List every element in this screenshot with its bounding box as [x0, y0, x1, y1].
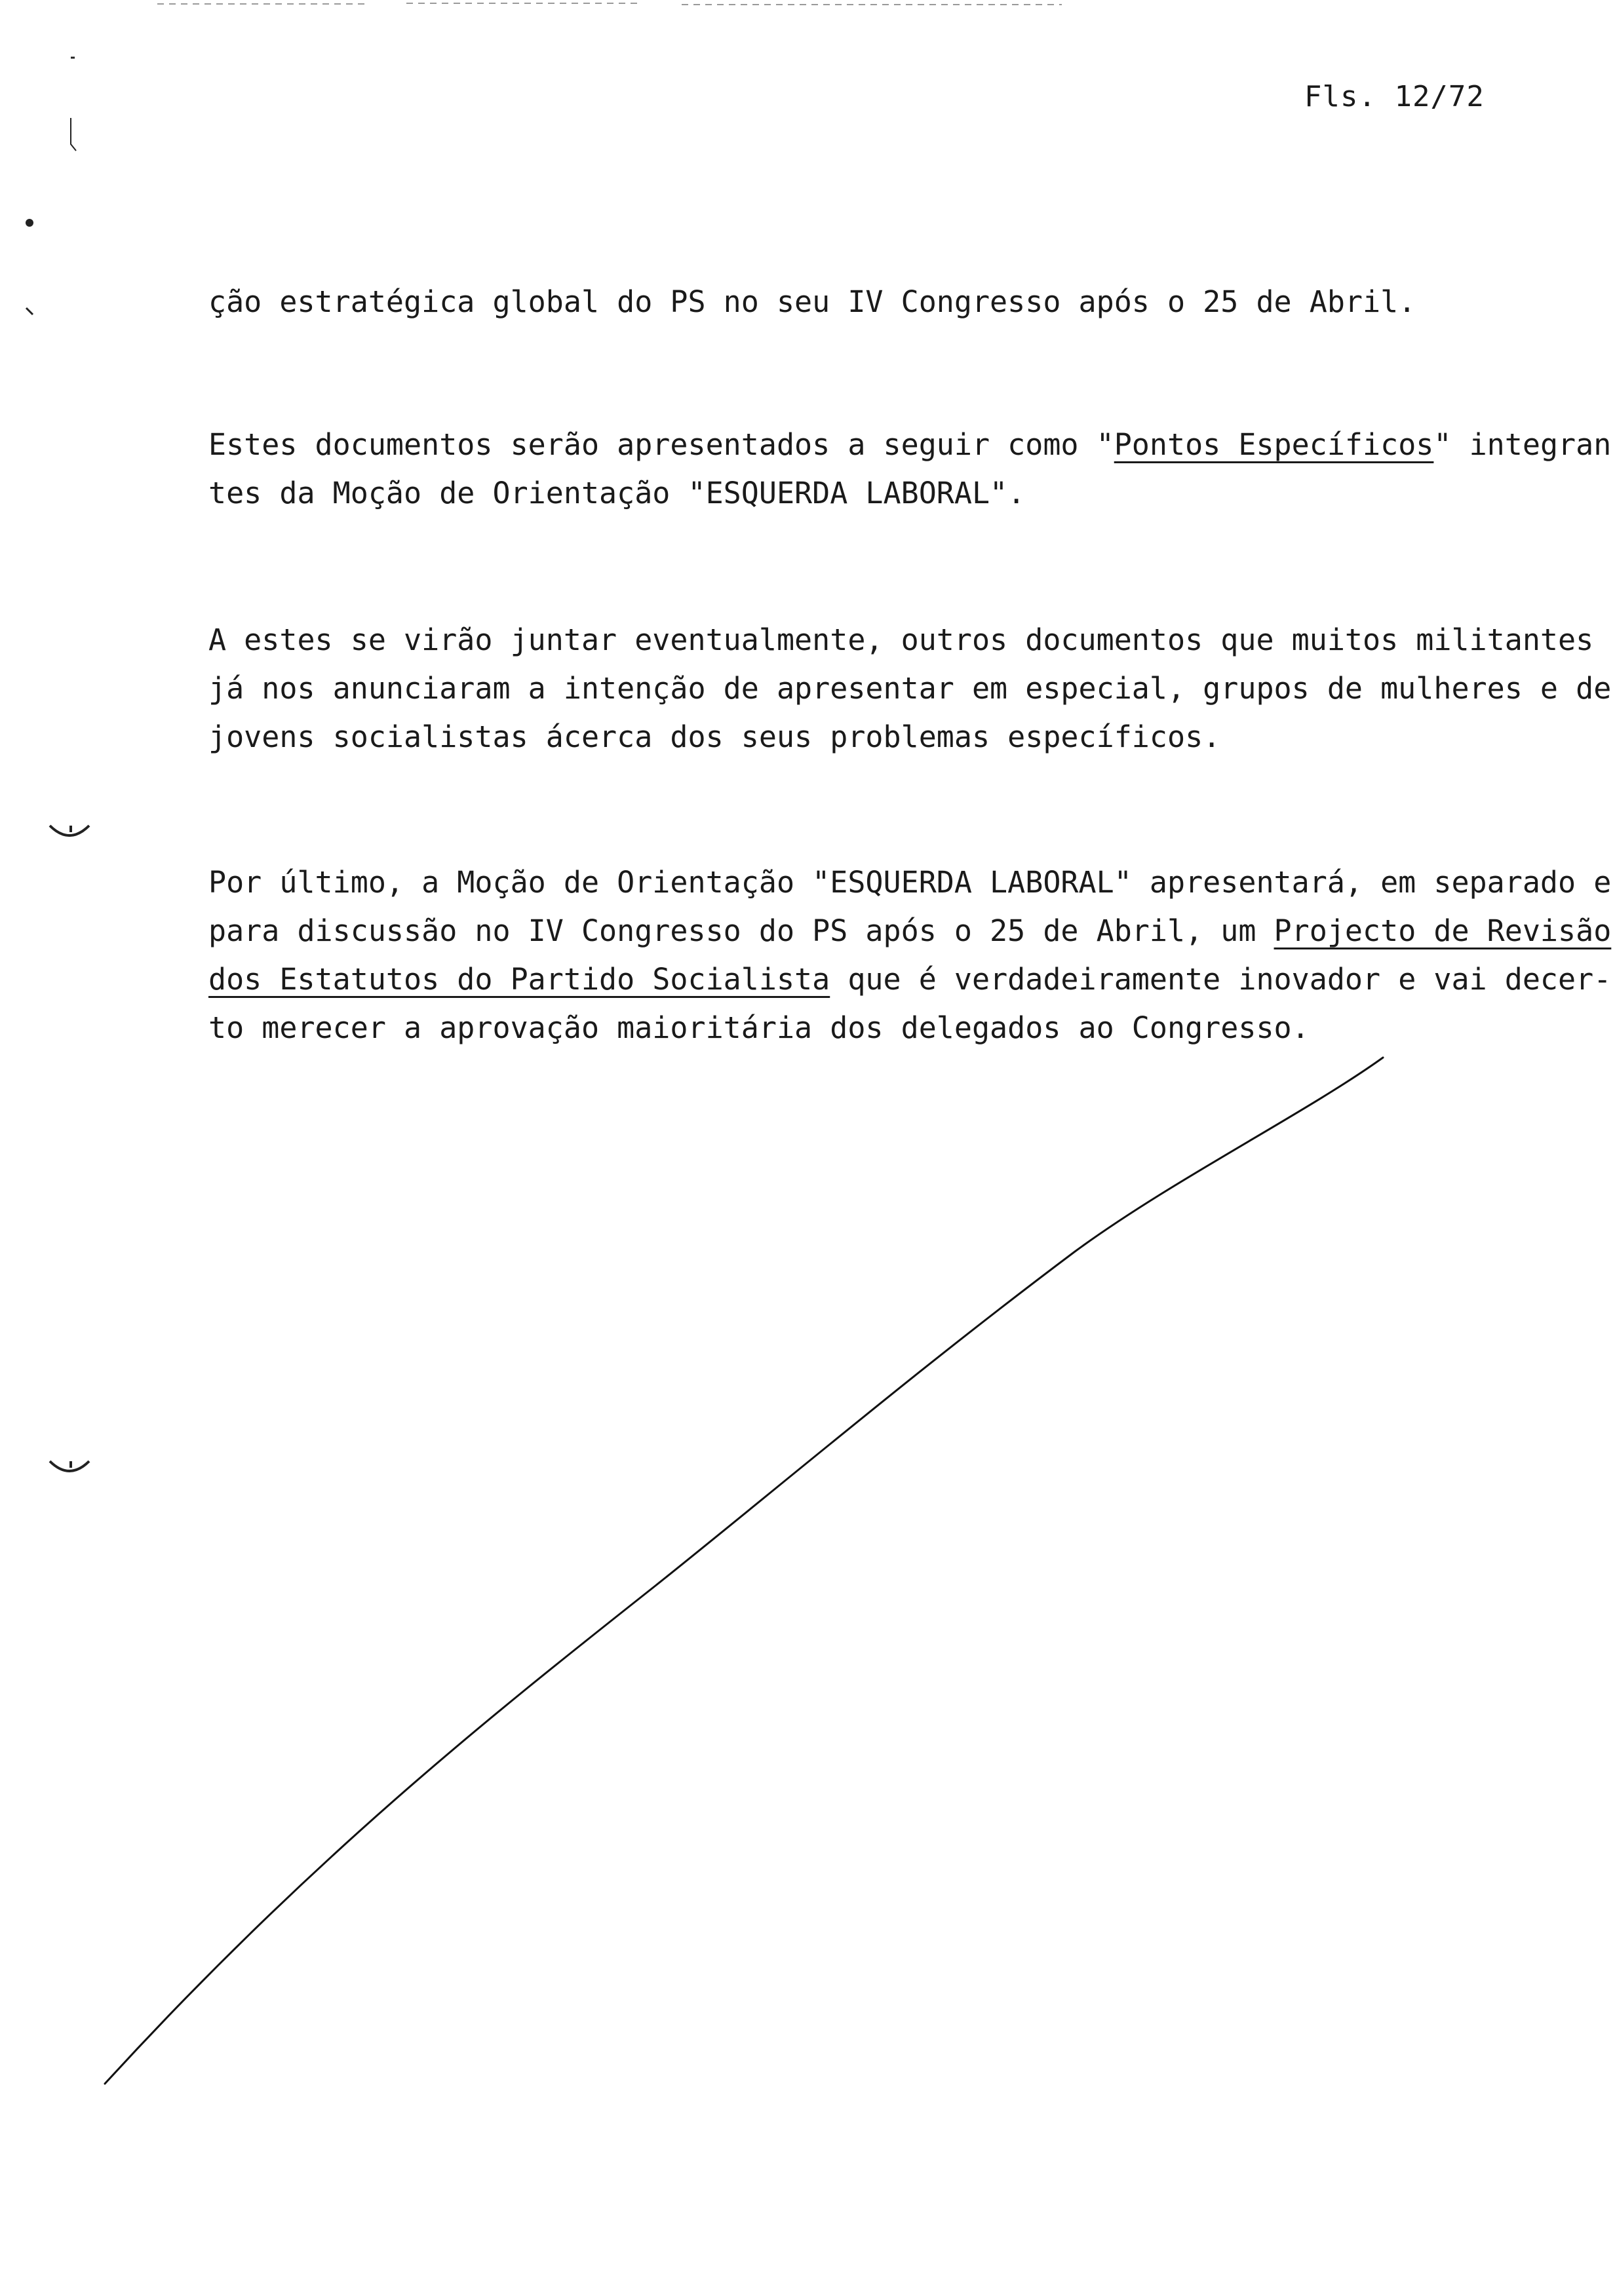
paragraph-1-line-1: ção estratégica global do PS no seu IV Congresso após o 25 de Abril.: [208, 284, 1416, 319]
paragraph-3-line-1: A estes se virão juntar eventualmente, outros documentos que muitos militantes: [208, 622, 1594, 657]
paragraph-4-line-1: Por último, a Moção de Orientação "ESQUERDA LABORAL" apresentará, em separado e: [208, 865, 1612, 900]
paragraph-4-line-4: to merecer a aprovação maioritária dos delegados ao Congresso.: [208, 1010, 1310, 1045]
paragraph-3-line-2: já nos anunciaram a intenção de apresentar em especial, grupos de mulheres e de: [208, 671, 1612, 706]
p4-l2-text-a: para discussão no IV Congresso do PS após o 25 de Abril, um: [208, 913, 1274, 948]
estatutos-partido-underlined: dos Estatutos do Partido Socialista: [208, 962, 830, 997]
pontos-especificos-underlined: Pontos Específicos: [1114, 427, 1434, 462]
paragraph-2-line-2: tes da Moção de Orientação "ESQUERDA LABORAL".: [208, 476, 1026, 510]
p2-l1-text-b: " integran: [1433, 427, 1612, 462]
p4-l3-text-b: que é verdadeiramente inovador e vai decer-: [830, 962, 1612, 997]
projecto-revisao-underlined: Projecto de Revisão: [1274, 913, 1612, 948]
paragraph-3-line-3: jovens socialistas ácerca dos seus problemas específicos.: [208, 719, 1221, 754]
folio-number: Fls. 12/72: [1304, 80, 1485, 113]
p2-l1-text-a: Estes documentos serão apresentados a seguir como ": [208, 427, 1114, 462]
